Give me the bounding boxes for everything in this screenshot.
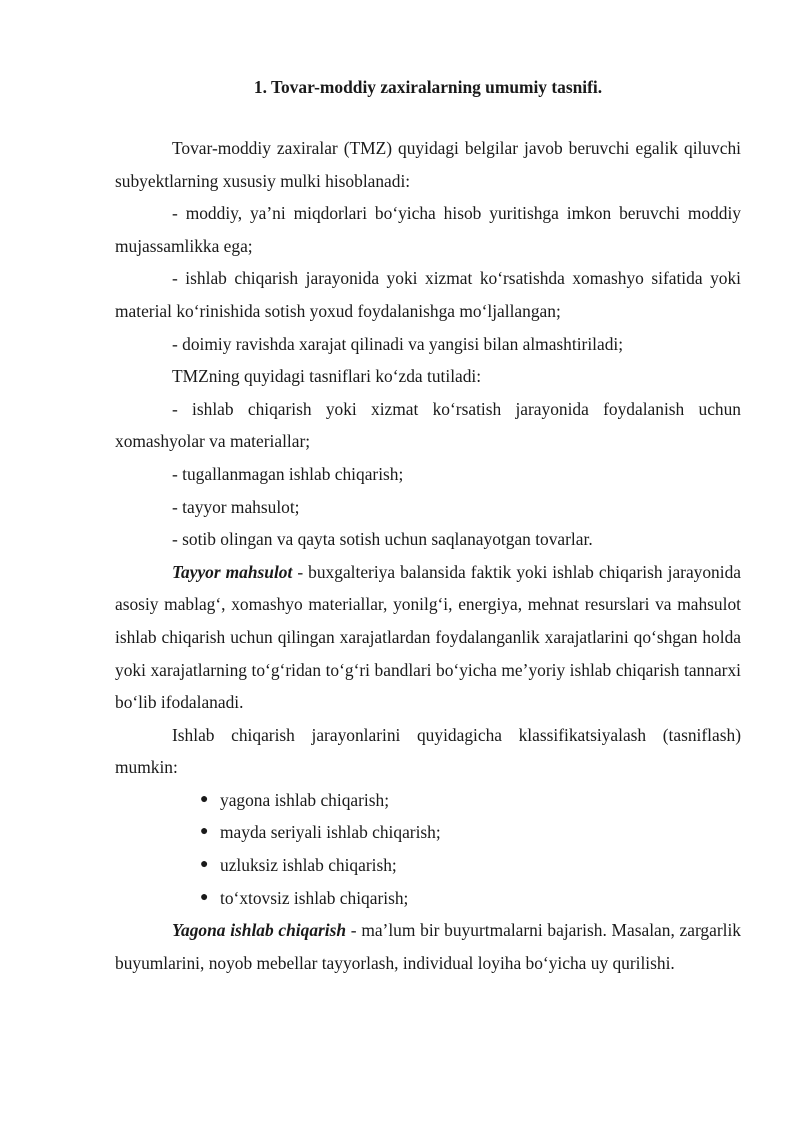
definition-single-production: - ma’lum bir buyurtmalarni bajarish. Masalan, zargarlik buyumlarini, noyob mebellar tayyorlash, individual loyiha bo‘yicha uy qurilishi. <box>115 920 741 973</box>
bullet-icon: ● <box>200 791 209 807</box>
paragraph-class-2: - tugallanmagan ishlab chiqarish; <box>172 463 404 484</box>
paragraph-class-3: - tayyor mahsulot; <box>172 496 300 517</box>
paragraph-criterion-3: - doimiy ravishda xarajat qilinadi va yangisi bilan almashtiriladi; <box>172 333 624 354</box>
definition-finished-product: - buxgalteriya balansida faktik yoki ishlab chiqarish jarayonida asosiy mablag‘, xomashyo materiallar, yonilg‘i, energiya, mehnat resurslari va mahsulot ishlab chiqarish uchun qilingan xarajatlardan foydalanganlik xarajatlarini qo‘shgan holda yoki xarajatlarning to‘g‘ridan to‘g‘ri bandlari bo‘yicha me’yoriy ishlab chiqarish tannarxi bo‘lib ifodalanadi. <box>115 561 742 713</box>
list-item <box>200 816 741 849</box>
paragraph-single-production <box>115 914 741 979</box>
bullet-icon: ● <box>200 889 209 905</box>
list-item-text: to‘xtovsiz ishlab chiqarish; <box>220 887 409 908</box>
paragraph-criterion-1: - moddiy, ya’ni miqdorlari bo‘yicha hisob yuritishga imkon beruvchi moddiy mujassamlikka ega; <box>115 203 741 256</box>
list-item <box>200 882 741 915</box>
paragraph-process-classification: Ishlab chiqarish jarayonlarini quyidagicha klassifikatsiyalash (tasniflash) mumkin: <box>115 724 741 778</box>
list-item-text: yagona ishlab chiqarish; <box>220 789 390 810</box>
section-title: 1. Tovar-moddiy zaxiralarning umumiy tasnifi. <box>253 77 603 97</box>
list-item <box>200 784 741 817</box>
paragraph-intro: Tovar-moddiy zaxiralar (TMZ) quyidagi belgilar javob beruvchi egalik qiluvchi subyektlarning xususiy mulki hisoblanadi: <box>115 138 741 191</box>
paragraph-class-4: - sotib olingan va qayta sotish uchun saqlanayotgan tovarlar. <box>172 529 593 550</box>
list-item <box>200 849 741 882</box>
bullet-icon: ● <box>200 857 209 873</box>
paragraph-class-1: - ishlab chiqarish yoki xizmat ko‘rsatish jarayonida foydalanish uchun xomashyolar va materiallar; <box>115 398 741 452</box>
list-item-text: uzluksiz ishlab chiqarish; <box>220 855 397 876</box>
paragraph-finished-product <box>115 556 741 719</box>
paragraph-classification-intro: TMZning quyidagi tasniflari ko‘zda tutiladi: <box>172 366 482 387</box>
term-finished-product: Tayyor mahsulot <box>172 561 293 582</box>
list-item-text: mayda seriyali ishlab chiqarish; <box>220 822 441 843</box>
term-single-production: Yagona ishlab chiqarish <box>172 920 347 941</box>
document-page <box>115 74 741 979</box>
paragraph-criterion-2: - ishlab chiqarish jarayonida yoki xizmat ko‘rsatishda xomashyo sifatida yoki material ko‘rinishida sotish yoxud foydalanishga mo‘ljallangan; <box>115 268 741 321</box>
production-types-list <box>115 784 741 914</box>
bullet-icon: ● <box>200 824 209 840</box>
